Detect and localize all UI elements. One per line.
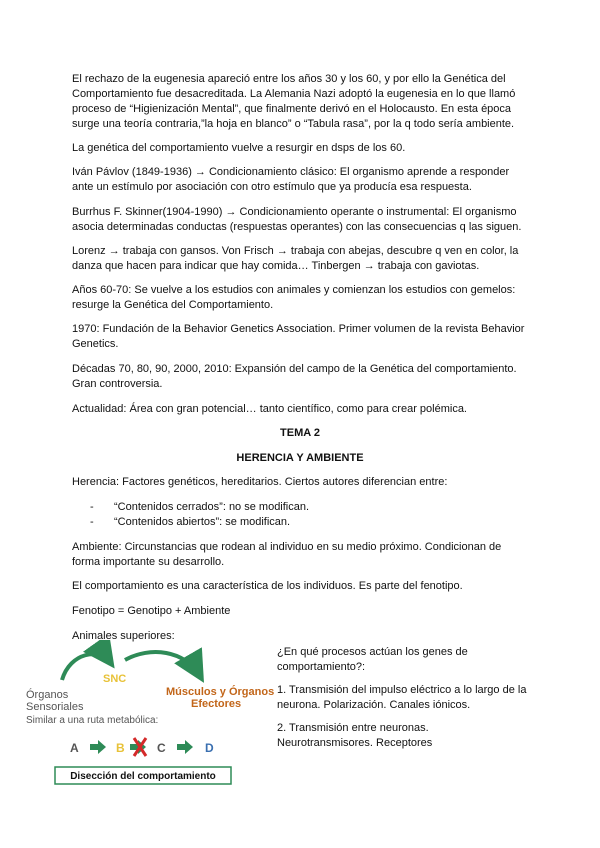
- caption-text: Disección del comportamiento: [70, 771, 216, 782]
- bullet-text: “Contenidos cerrados”: no se modifican.: [114, 501, 310, 513]
- bullet-marker: -: [90, 516, 94, 528]
- paragraph-decadas: Décadas 70, 80, 90, 2000, 2010: Expansión del campo de la Genética del comportamiento. Gran controversia.: [72, 363, 517, 390]
- organos-label-line2: Sensoriales: [26, 701, 84, 713]
- paragraph-lorenz: Lorenz → trabaja con gansos. Von Frisch → trabaja con abejas, descubre q ven en color, la danza que hacen para indicar que hay comida… Tinbergen → trabaja con gaviotas.: [72, 245, 519, 272]
- paragraph-herencia: Herencia: Factores genéticos, hereditarios. Ciertos autores diferencian entre:: [72, 476, 448, 488]
- formula-fenotipo: Fenotipo = Genotipo + Ambiente: [72, 605, 231, 617]
- list-item: [90, 515, 510, 530]
- paragraph-resurgir: La genética del comportamiento vuelve a resurgir en dsps de los 60.: [72, 142, 406, 154]
- paragraph-ambiente: Ambiente: Circunstancias que rodean al individuo en su medio próximo. Condicionan de forma importante su desarrollo.: [72, 541, 502, 568]
- bullet-marker: -: [90, 501, 94, 513]
- question-genes: ¿En qué procesos actúan los genes de comportamiento?:: [277, 646, 468, 673]
- route-arrow-1: [90, 740, 106, 754]
- similar-label: Similar a una ruta metabólica:: [26, 715, 159, 726]
- route-letter-c: C: [157, 741, 166, 755]
- list-item-2: 2. Transmisión entre neuronas. Neurotransmisores. Receptores: [277, 722, 433, 749]
- musculos-label-line2: Efectores: [191, 698, 242, 710]
- paragraph-eugenesia: El rechazo de la eugenesia apareció entre los años 30 y los 60, y por ello la Genética del Comportamiento fue desacreditada. La Alemania Nazi adoptó la eugenesia en lo que llamó proceso de “Higienización Mental”, que finalmente derivó en el Holocausto. En esta época surge una teoría contraria,”la hoja en blanco” o “Tabula rasa”, por la q todo sería ambiente.: [72, 73, 516, 130]
- route-letter-d: D: [205, 741, 214, 755]
- section-title: HERENCIA Y AMBIENTE: [236, 452, 364, 464]
- list-item-1: 1. Transmisión del impulso eléctrico a lo largo de la neurona. Polarización. Canales iónicos.: [277, 684, 527, 711]
- organos-label-line1: Órganos: [26, 689, 69, 701]
- musculos-label-line1: Músculos y Órganos: [166, 686, 275, 698]
- behavior-diagram: [0, 640, 290, 790]
- paragraph-fenotipo: El comportamiento es una característica de los individuos. Es parte del fenotipo.: [72, 580, 463, 592]
- paragraph-1970: 1970: Fundación de la Behavior Genetics Association. Primer volumen de la revista Behavior Genetics.: [72, 323, 525, 350]
- snc-label: SNC: [103, 673, 127, 685]
- bullet-text: “Contenidos abiertos”: se modifican.: [114, 516, 291, 528]
- paragraph-actualidad: Actualidad: Área con gran potencial… tanto científico, como para crear polémica.: [72, 403, 467, 415]
- paragraph-pavlov: Iván Pávlov (1849-1936) → Condicionamiento clásico: El organismo aprende a responder ante un estímulo por asociación con otro estímulo que ya producía esa respuesta.: [72, 166, 510, 193]
- list-item: [90, 500, 510, 515]
- curved-arrow-right: [125, 652, 200, 676]
- route-letter-b: B: [116, 741, 125, 755]
- route-arrow-3: [177, 740, 193, 754]
- paragraph-skinner: Burrhus F. Skinner(1904-1990) → Condicionamiento operante o instrumental: El organismo asocia determinadas conductas (respuestas operantes) con las consecuencias q las siguen.: [72, 206, 522, 233]
- route-letter-a: A: [70, 741, 79, 755]
- section-number: TEMA 2: [280, 427, 320, 439]
- paragraph-animales: Animales superiores:: [72, 630, 175, 642]
- paragraph-anos-60-70: Años 60-70: Se vuelve a los estudios con animales y comienzan los estudios con gemelos: resurge la Genética del Comportamiento.: [72, 284, 516, 311]
